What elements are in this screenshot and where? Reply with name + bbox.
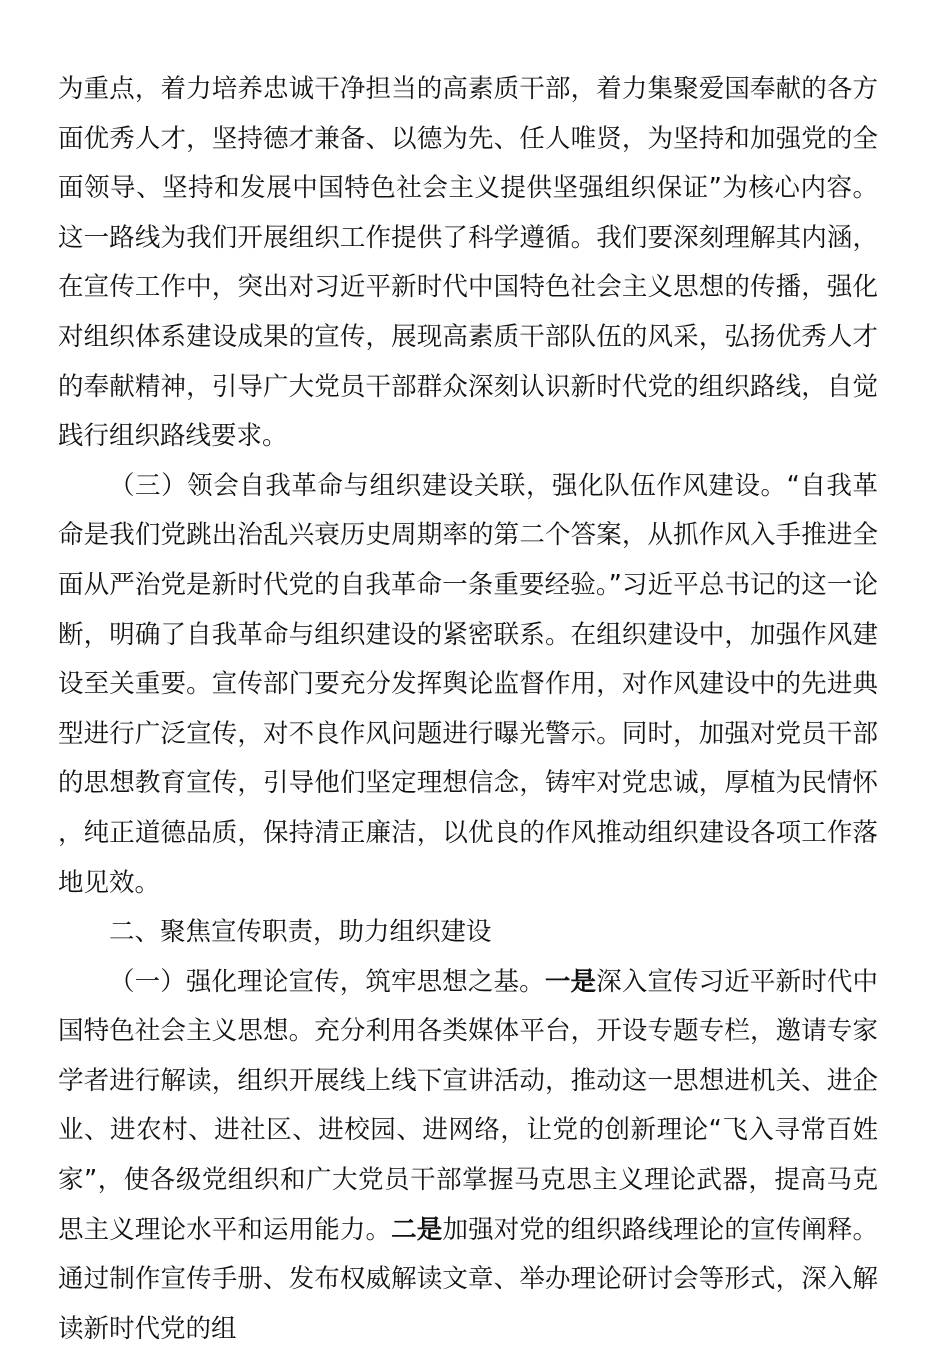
point-one-marker: 一是 xyxy=(544,966,597,997)
point-two-text: 加强对党的组织路线理论的宣传阐释。通过制作宣传手册、发布权威解读文章、举办理论研讨会等形式，深入解读新时代党的组 xyxy=(58,1214,878,1344)
paragraph-continuation: 为重点，着力培养忠诚干净担当的高素质干部，着力集聚爱国奉献的各方面优秀人才，坚持德才兼备、以德为先、任人唯贤，为坚持和加强党的全面领导、坚持和发展中国特色社会主义提供坚强组织保证”为核心内容。这一路线为我们开展组织工作提供了科学遵循。我们要深刻理解其内涵，在宣传工作中，突出对习近平新时代中国特色社会主义思想的传播，强化对组织体系建设成果的宣传，展现高素质干部队伍的风采，弘扬优秀人才的奉献精神，引导广大党员干部群众深刻认识新时代党的组织路线，自觉践行组织路线要求。 xyxy=(58,74,878,452)
point-two-marker: 二是 xyxy=(391,1214,443,1245)
paragraph-section-three: （三）领会自我革命与组织建设关联，强化队伍作风建设。“自我革命是我们党跳出治乱兴衰历史周期率的第二个答案，从抓作风入手推进全面从严治党是新时代党的自我革命一条重要经验。”习近平总书记的这一论断，明确了自我革命与组织建设的紧密联系。在组织建设中，加强作风建设至关重要。宣传部门要充分发挥舆论监督作用，对作风建设中的先进典型进行广泛宣传，对不良作风问题进行曝光警示。同时，加强对党员干部的思想教育宣传，引导他们坚定理想信念，铸牢对党忠诚，厚植为民情怀，纯正道德品质，保持清正廉洁，以优良的作风推动组织建设各项工作落地见效。 xyxy=(58,470,878,898)
subsection-lead: （一）强化理论宣传，筑牢思想之基。 xyxy=(109,966,545,997)
point-one-text: 深入宣传习近平新时代中国特色社会主义思想。充分利用各类媒体平台，开设专题专栏，邀请专家学者进行解读，组织开展线上线下宣讲活动，推动这一思想进机关、进企业、进农村、进社区、进校园、进网络，让党的创新理论“飞入寻常百姓家”，使各级党组织和广大党员干部掌握马克思主义理论武器，提高马克思主义理论水平和运用能力。 xyxy=(58,966,878,1245)
section-heading: 二、聚焦宣传职责，助力组织建设 xyxy=(109,917,492,948)
paragraph-subsection-one xyxy=(58,958,878,1354)
